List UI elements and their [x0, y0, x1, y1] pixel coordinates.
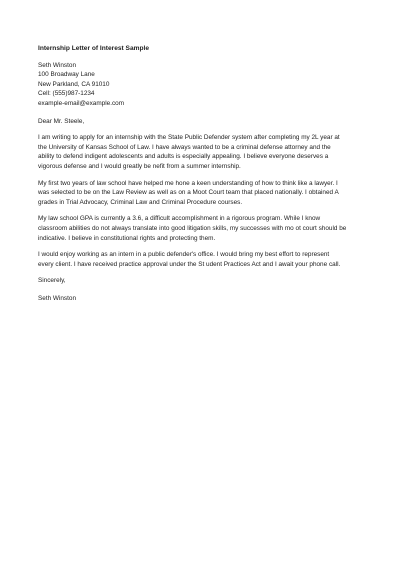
paragraph-3 — [38, 214, 368, 243]
paragraph-line: My law school GPA is currently a 3.6, a difficult accomplishment in a rigorous program. While I know — [38, 215, 321, 223]
salutation: Dear Mr. Steele, — [38, 117, 85, 125]
sender-address-block — [38, 61, 368, 109]
paragraph-line: I am writing to apply for an internship with the State Public Defender system after completing my 2L year at — [38, 134, 340, 142]
sender-name: Seth Winston — [38, 61, 77, 69]
sender-street: 100 Broadway Lane — [38, 71, 95, 79]
paragraph-line: vigorous defense and I would greatly be nefit from a summer internship. — [38, 162, 241, 170]
sender-phone: Cell: (555)987-1234 — [38, 90, 95, 98]
paragraph-line: ability to defend indigent adolescents and adults is especially appealing. I believe everyone deserves a — [38, 153, 329, 161]
paragraph-line: grades in Trial Advocacy, Criminal Law and Criminal Procedure courses. — [38, 198, 243, 206]
paragraph-line: My first two years of law school have helped me hone a keen understanding of how to think like a lawyer. I — [38, 179, 338, 187]
paragraph-4 — [38, 250, 368, 269]
closing: Sincerely, — [38, 277, 66, 285]
paragraph-1 — [38, 133, 368, 171]
letter-page — [38, 44, 368, 303]
paragraph-line: the University of Kansas School of Law. I have always wanted to be a criminal defense attorney and the — [38, 143, 331, 151]
paragraph-line: I would enjoy working as an intern in a public defender's office. I would bring my best effort to represent — [38, 251, 330, 259]
sender-city: New Parkland, CA 91010 — [38, 80, 110, 88]
paragraph-line: indicative. I believe in constitutional rights and protecting them. — [38, 234, 216, 242]
letter-title: Internship Letter of Interest Sample — [38, 45, 150, 52]
paragraph-line: classroom abilities do not always translate into good litigation skills, my successes with mo ot court should be — [38, 224, 347, 232]
paragraph-2 — [38, 179, 368, 208]
sender-email: example-email@example.com — [38, 99, 125, 107]
paragraph-line: was selected to be on the Law Review as well as on a Moot Court team that placed nationally. I obtained A — [38, 189, 339, 197]
signature-name: Seth Winston — [38, 294, 77, 302]
paragraph-line: every client. I have received practice approval under the St udent Practices Act and I await your phone call. — [38, 260, 341, 268]
